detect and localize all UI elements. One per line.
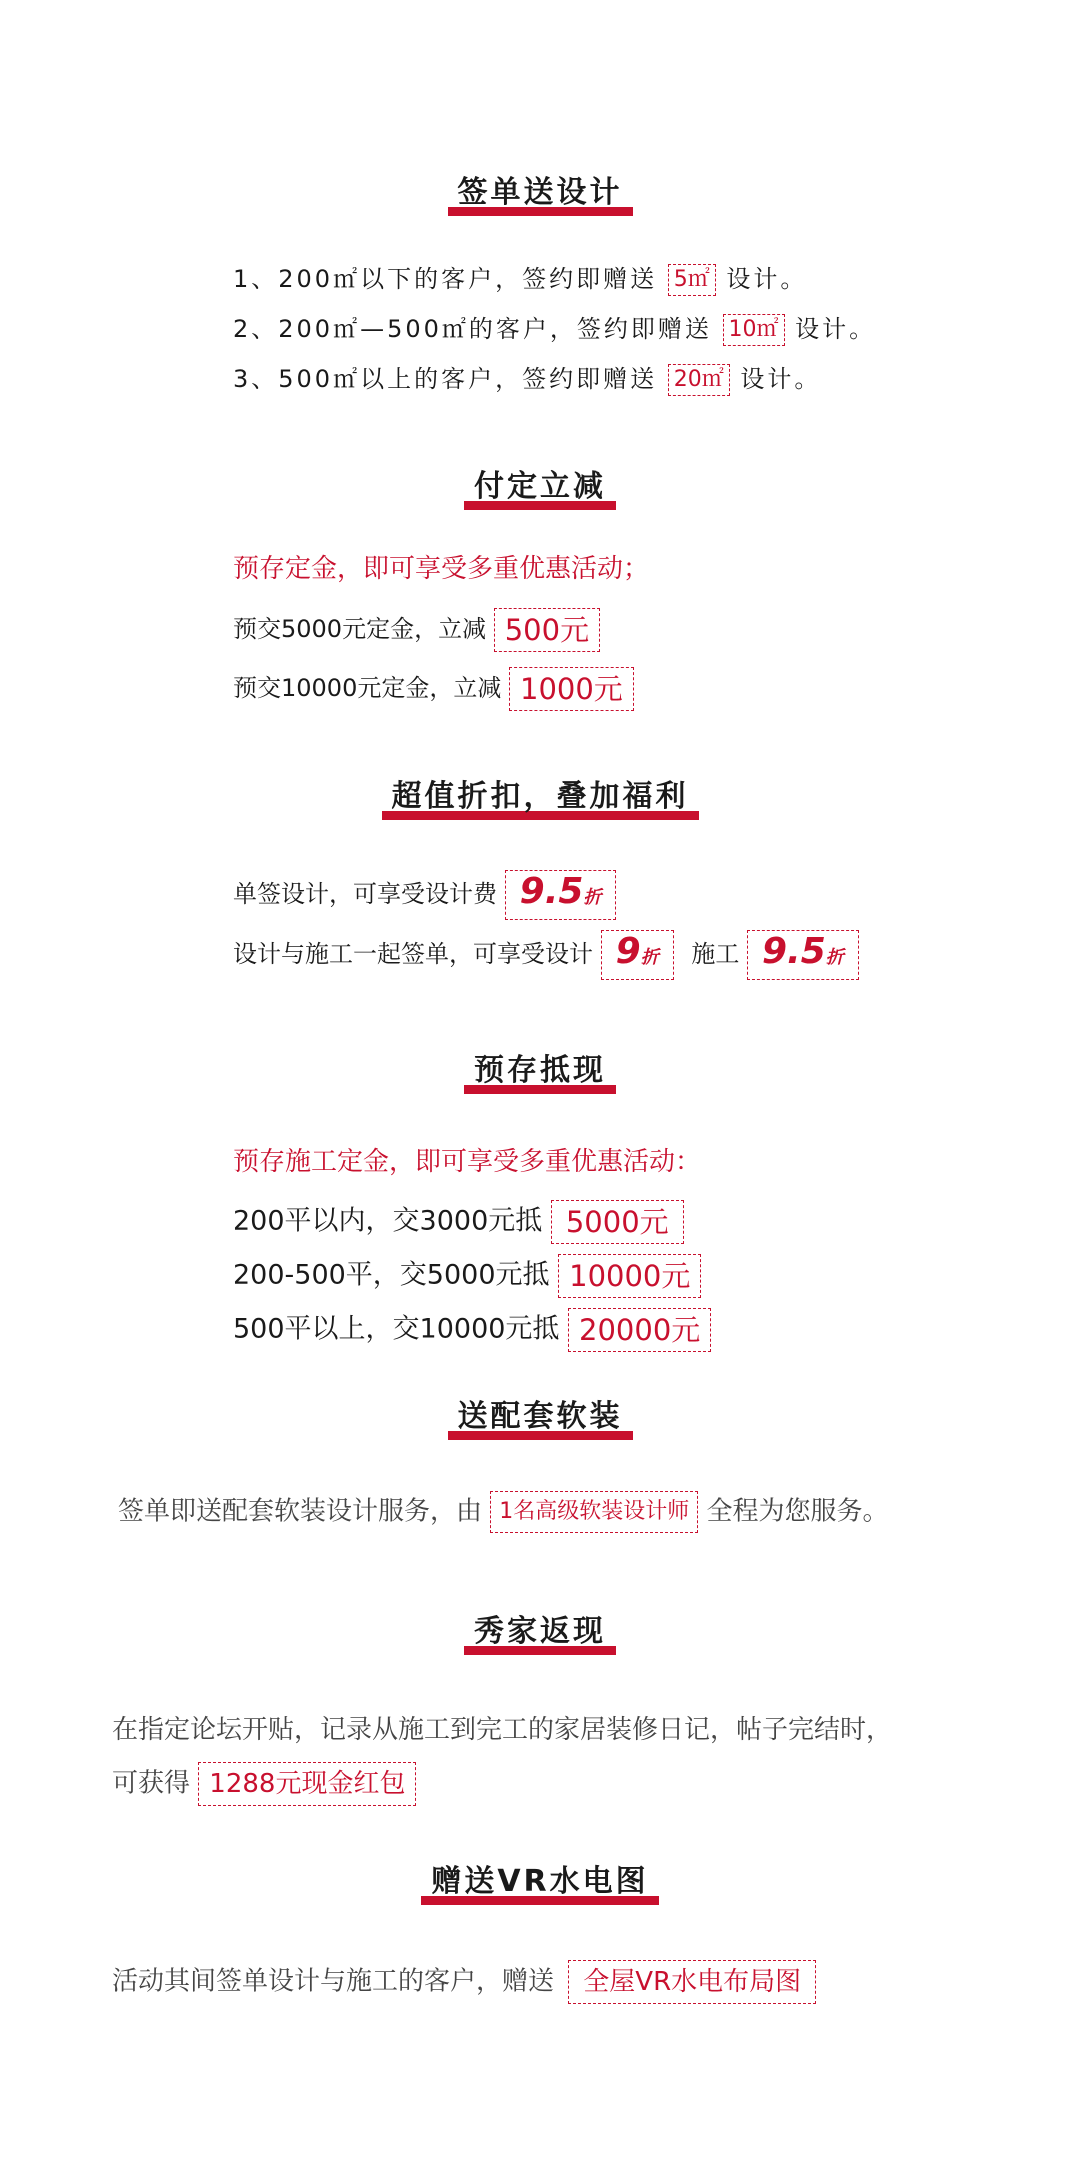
section-title-cashback: 预存抵现 (0, 1051, 1080, 1091)
vr-line: 活动其间签单设计与施工的客户，赠送 全屋VR水电布局图 (112, 1960, 816, 2004)
show-line-2: 可获得 1288元现金红包 (112, 1762, 416, 1806)
discount-line-2: 设计与施工一起签单，可享受设计 9折 施工 9.5折 (233, 930, 859, 980)
deposit-box-1: 500元 (494, 608, 600, 652)
deposit-box-2: 1000元 (509, 667, 634, 711)
cashback-line-2: 200-500平，交5000元抵 10000元 (233, 1254, 701, 1298)
deposit-intro: 预存定金，即可享受多重优惠活动； (233, 554, 650, 584)
vr-box: 全屋VR水电布局图 (568, 1960, 816, 2004)
cashback-line-3: 500平以上，交10000元抵 20000元 (233, 1308, 711, 1352)
cashback-box-2: 10000元 (558, 1254, 701, 1298)
show-box: 1288元现金红包 (198, 1762, 416, 1806)
section-title-discount: 超值折扣，叠加福利 (0, 777, 1080, 817)
deposit-line-2: 预交10000元定金，立减 1000元 (233, 667, 634, 711)
show-line-1: 在指定论坛开贴，记录从施工到完工的家居装修日记，帖子完结时， (112, 1715, 893, 1745)
section-title-soft: 送配套软装 (0, 1397, 1080, 1437)
design-line-2: 2、200㎡—500㎡的客户，签约即赠送 10㎡ 设计。 (233, 312, 876, 346)
section-title-show: 秀家返现 (0, 1612, 1080, 1652)
discount-badge-2: 9折 (601, 930, 674, 980)
discount-badge-3: 9.5折 (747, 930, 859, 980)
section-title-deposit: 付定立减 (0, 467, 1080, 507)
soft-line: 签单即送配套软装设计服务，由 1名高级软装设计师 全程为您服务。 (118, 1491, 889, 1533)
soft-box: 1名高级软装设计师 (490, 1491, 698, 1533)
design-line-1: 1、200㎡以下的客户，签约即赠送 5㎡ 设计。 (233, 262, 807, 296)
design-box-1: 5㎡ (668, 264, 716, 296)
cashback-box-1: 5000元 (551, 1200, 684, 1244)
cashback-intro: 预存施工定金，即可享受多重优惠活动： (233, 1147, 702, 1177)
deposit-line-1: 预交5000元定金，立减 500元 (233, 608, 600, 652)
cashback-line-1: 200平以内，交3000元抵 5000元 (233, 1200, 684, 1244)
discount-line-1: 单签设计，可享受设计费 9.5折 (233, 870, 616, 920)
section-title-design: 签单送设计 (0, 173, 1080, 213)
design-line-3: 3、500㎡以上的客户，签约即赠送 20㎡ 设计。 (233, 362, 821, 396)
section-title-vr: 赠送VR水电图 (0, 1862, 1080, 1902)
design-box-3: 20㎡ (668, 364, 730, 396)
cashback-box-3: 20000元 (568, 1308, 711, 1352)
design-box-2: 10㎡ (723, 314, 785, 346)
discount-badge-1: 9.5折 (505, 870, 617, 920)
